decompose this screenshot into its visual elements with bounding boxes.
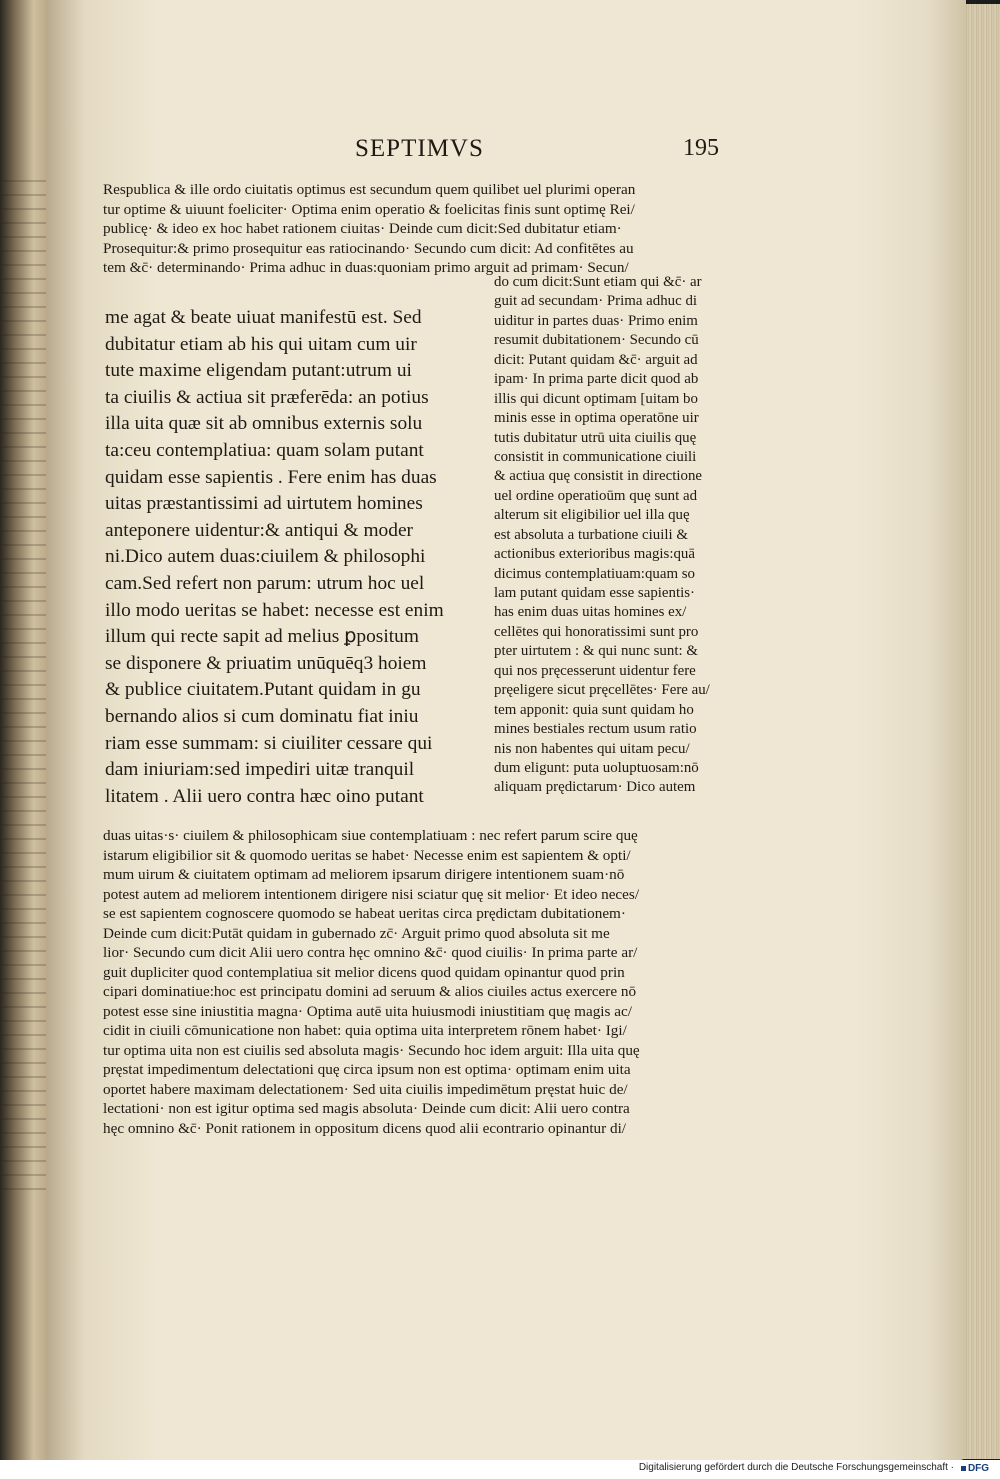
commentary-line: alterum sit eligibilior uel illa quę bbox=[494, 507, 690, 524]
folio-number: 195 bbox=[683, 135, 719, 161]
main-text-line: & publice ciuitatem.Putant quidam in gu bbox=[105, 679, 421, 701]
commentary-line: cipari dominatiue:hoc est principatu domini ad seruum & alios ciuiles actus exercere nō bbox=[103, 983, 637, 1000]
commentary-line: qui nos pręcesserunt uidentur fere bbox=[494, 662, 696, 679]
main-text-line: me agat & beate uiuat manifestū est. Sed bbox=[105, 307, 422, 328]
commentary-line: lectationi· non est igitur optima sed magis absoluta· Deinde cum dicit: Alii uero contra bbox=[103, 1100, 630, 1117]
dfg-logo bbox=[958, 1462, 992, 1475]
commentary-line: Respublica & ille ordo ciuitatis optimus est secundum quem quilibet uel plurimi operan bbox=[103, 181, 636, 198]
main-text-line: ni.Dico autem duas:ciuilem & philosophi bbox=[105, 546, 426, 568]
commentary-line: dicit: Putant quidam &c̄· arguit ad bbox=[494, 351, 698, 368]
commentary-line: uiditur in partes duas· Primo enim bbox=[494, 312, 698, 329]
main-text-column bbox=[105, 305, 485, 810]
commentary-line: pręeligere sicut pręcellētes· Fere au/ bbox=[494, 682, 710, 699]
commentary-line: guit dupliciter quod contemplatiua sit melior dicens quod quidam opinantur quod prin bbox=[103, 963, 625, 981]
commentary-line: tur optima uita non est ciuilis sed absoluta magis· Secundo hoc idem arguit: Illa uita quę bbox=[103, 1041, 640, 1059]
commentary-line: nis non habentes qui uitam pecu/ bbox=[494, 740, 690, 757]
main-text-line: bernando alios si cum dominatu fiat iniu bbox=[105, 705, 419, 727]
commentary-line: has enim duas uitas homines ex/ bbox=[494, 604, 687, 621]
main-text-line: ta ciuilis & actiua sit præferēda: an potius bbox=[105, 386, 429, 408]
main-text-line: dam iniuriam:sed impediri uitæ tranquil bbox=[105, 759, 415, 781]
commentary-line: se est sapientem cognoscere quomodo se habeat ueritas circa prędictam dubitationem· bbox=[103, 905, 626, 922]
main-text-line: anteponere uidentur:& antiqui & moder bbox=[105, 519, 414, 541]
commentary-line: uel ordine operatioūm quę sunt ad bbox=[494, 487, 698, 504]
commentary-line: ipam· In prima parte dicit quod ab bbox=[494, 371, 699, 388]
commentary-line: tem &c̄· determinando· Prima adhuc in duas:quoniam primo arguit ad primam· Secun/ bbox=[103, 259, 629, 276]
commentary-line: do cum dicit:Sunt etiam qui &c̄· ar bbox=[494, 274, 702, 290]
commentary-line: publicę· & ideo ex hoc habet rationem ciuitas· Deinde cum dicit:Sed dubitatur etiam· bbox=[103, 220, 622, 237]
main-text-line: riam esse summam: si ciuiliter cessare qui bbox=[105, 732, 433, 754]
commentary-line: potest autem ad meliorem intentionem dirigere nisi sciatur quę sit melior· Et ideo neces/ bbox=[103, 885, 640, 903]
main-text-line: se disponere & priuatim unūquēq3 hoiem bbox=[105, 652, 427, 674]
running-title: SEPTIMVS bbox=[355, 135, 484, 162]
commentary-line: est absoluta a turbatione ciuili & bbox=[494, 526, 688, 543]
dfg-logo-text: DFG bbox=[967, 1463, 990, 1474]
main-text-line: quidam esse sapientis . Fere enim has duas bbox=[105, 466, 437, 488]
main-text-line: illum qui recte sapit ad melius ꝑpositum bbox=[105, 626, 419, 648]
commentary-line: cidit in ciuili cōmunicatione non habet: quia optima uita interpretem rōnem habet· Igi/ bbox=[103, 1022, 627, 1039]
commentary-top bbox=[103, 180, 635, 278]
commentary-line: tur optime & uiuunt foeliciter· Optima enim operatio & foelicitas finis sunt optimę Rei/ bbox=[103, 200, 635, 218]
commentary-line: tem apponit: quia sunt quidam ho bbox=[494, 701, 694, 718]
commentary-line: tutis dubitatur utrū uita ciuilis quę bbox=[494, 429, 697, 446]
commentary-line: pręstat impedimentum delectationi quę circa ipsum non est optima· optimam enim uita bbox=[103, 1061, 631, 1078]
commentary-line: dum eligunt: puta uoluptuosam:nō bbox=[494, 759, 699, 776]
left-page-edge bbox=[0, 0, 48, 1479]
commentary-line: hęc omnino &c̄· Ponit rationem in oppositum dicens quod alii econtrario opinantur di/ bbox=[103, 1119, 627, 1137]
commentary-line: Deinde cum dicit:Putāt quidam in gubernado zc̄· Arguit primo quod absoluta sit me bbox=[103, 924, 610, 942]
main-text-line: illo modo ueritas se habet: necesse est enim bbox=[105, 599, 444, 621]
commentary-line: lam putant quidam esse sapientis· bbox=[494, 585, 695, 601]
commentary-line: potest esse sine iniustitia magna· Optima autē uita huiusmodi iniustitiam quę magis ac/ bbox=[103, 1002, 632, 1020]
main-text-line: illa uita quæ sit ab omnibus externis solu bbox=[105, 413, 423, 435]
commentary-line: oportet habere maximam delectationem· Sed uita ciuilis impedimētum pręstat huic de/ bbox=[103, 1080, 628, 1098]
commentary-line: guit ad secundam· Prima adhuc di bbox=[494, 293, 698, 310]
main-text-line: uitas præstantissimi ad uirtutem homines bbox=[105, 493, 423, 515]
page-stack-edge bbox=[962, 4, 1000, 1459]
commentary-line: mum uirum & ciuitatem optimam ad meliorem ipsarum dirigere intentionem suam·nō bbox=[103, 866, 625, 883]
commentary-line: illis qui dicunt optimam [uitam bo bbox=[494, 390, 698, 407]
commentary-line: minis esse in optima operatōne uir bbox=[494, 410, 699, 427]
commentary-line: lior· Secundo cum dicit Alii uero contra hęc omnino &c̄· quod ciuilis· In prima parte ar/ bbox=[103, 944, 638, 961]
commentary-line: aliquam prędictarum· Dico autem bbox=[494, 779, 696, 796]
main-text-line: tute maxime eligendam putant:utrum ui bbox=[105, 360, 412, 382]
commentary-line: Prosequitur:& primo prosequitur eas ratiocinando· Secundo cum dicit: Ad confitētes au bbox=[103, 239, 634, 257]
commentary-line: istarum eligibilior sit & quomodo ueritas se habet· Necesse enim est sapientem & opti/ bbox=[103, 846, 631, 864]
commentary-line: duas uitas·s· ciuilem & philosophicam siue contemplatiuam : nec refert parum scire quę bbox=[103, 827, 638, 844]
digitization-credit: Digitalisierung gefördert durch die Deutsche Forschungsgemeinschaft · bbox=[638, 1462, 954, 1473]
main-text-line: litatem . Alii uero contra hæc oino putant bbox=[105, 785, 424, 807]
commentary-line: cellētes qui honoratissimi sunt pro bbox=[494, 623, 699, 640]
commentary-line: dicimus contemplatiuam:quam so bbox=[494, 565, 695, 582]
commentary-bottom bbox=[103, 826, 640, 1138]
commentary-line: pter uirtutem : & qui nunc sunt: & bbox=[494, 643, 698, 660]
left-page-fragment bbox=[2, 180, 46, 1200]
commentary-right-column bbox=[494, 273, 794, 798]
commentary-line: & actiua quę consistit in directione bbox=[494, 468, 702, 485]
commentary-line: resumit dubitationem· Secundo cū bbox=[494, 332, 699, 349]
main-text-line: ta:ceu contemplatiua: quam solam putant bbox=[105, 439, 424, 461]
commentary-line: actionibus exterioribus magis:quā bbox=[494, 546, 695, 563]
main-text-line: cam.Sed refert non parum: utrum hoc uel bbox=[105, 572, 425, 594]
commentary-line: mines bestiales rectum usum ratio bbox=[494, 721, 697, 738]
commentary-line: consistit in communicatione ciuili bbox=[494, 448, 697, 465]
main-text-line: dubitatur etiam ab his qui uitam cum uir bbox=[105, 333, 417, 355]
